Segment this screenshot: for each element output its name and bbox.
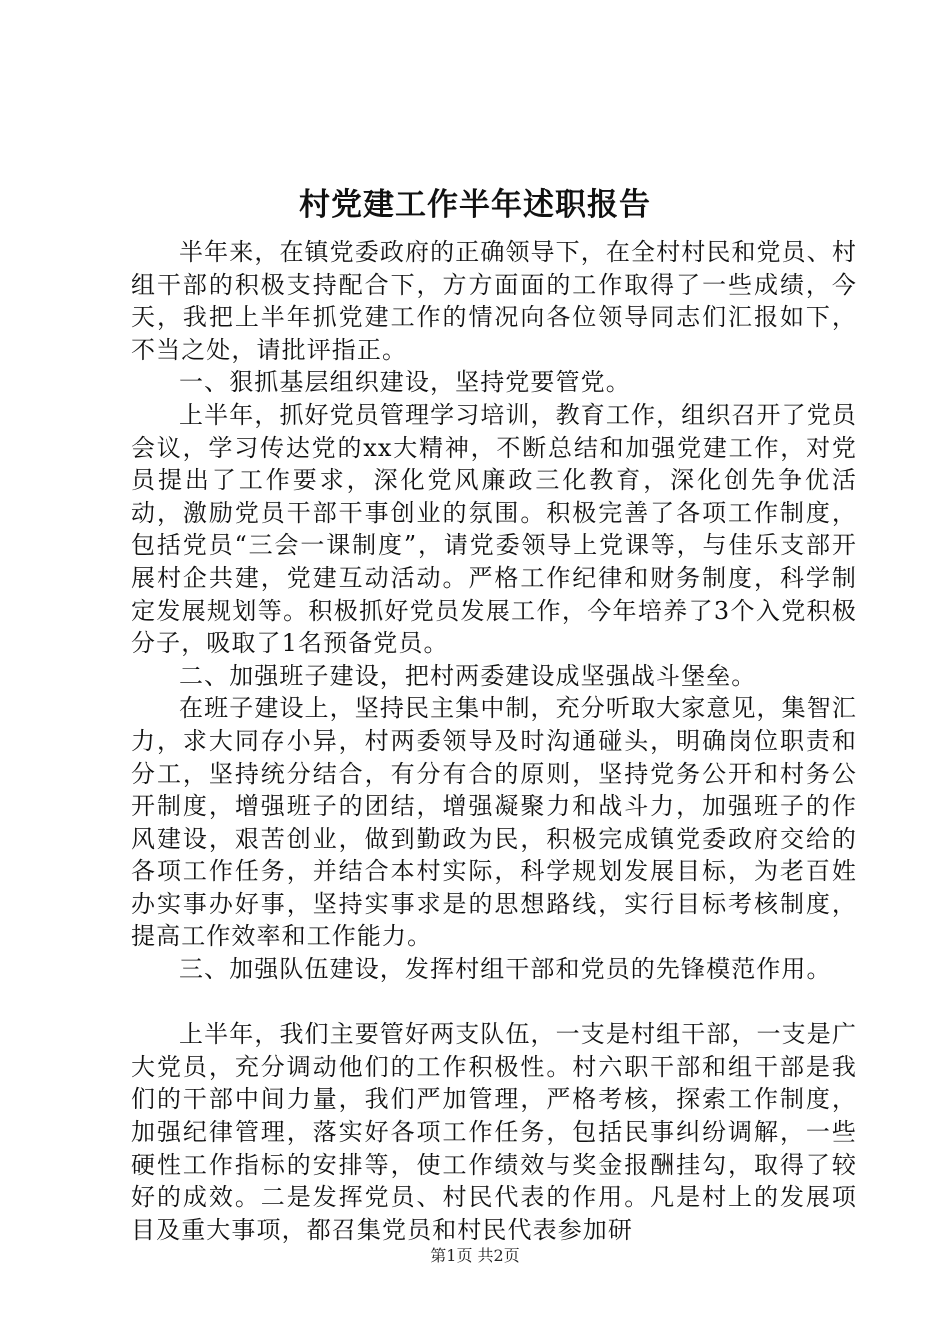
paragraph-intro: 半年来，在镇党委政府的正确领导下，在全村村民和党员、村组干部的积极支持配合下，方方面面的工作取得了一些成绩，今天，我把上半年抓党建工作的情况向各位领导同志们汇报如下，不当之处，请批评指正。: [131, 238, 857, 364]
document-title: 村党建工作半年述职报告: [299, 187, 651, 223]
paragraph-section-3: 上半年，我们主要管好两支队伍，一支是村组干部，一支是广大党员，充分调动他们的工作积极性。村六职干部和组干部是我们的干部中间力量，我们严加管理，严格考核，探索工作制度，加强纪律管理，落实好各项工作任务，包括民事纠纷调解，一些硬性工作指标的安排等，使工作绩效与奖金报酬挂勾，取得了较好的成效。二是发挥党员、村民代表的作用。凡是村上的发展项目及重大事项，都召集党员和村民代表参加研: [131, 1020, 857, 1244]
section-heading-1: 一、狠抓基层组织建设，坚持党要管党。: [179, 368, 631, 397]
page-footer: 第1页 共2页: [430, 1246, 520, 1265]
section-heading-3: 三、加强队伍建设，发挥村组干部和党员的先锋模范作用。: [179, 955, 832, 984]
paragraph-section-2: 在班子建设上，坚持民主集中制，充分听取大家意见，集智汇力，求大同存小异，村两委领导及时沟通碰头，明确岗位职责和分工，坚持统分结合，有分有合的原则，坚持党务公开和村务公开制度，增强班子的团结，增强凝聚力和战斗力，加强班子的作风建设，艰苦创业，做到勤政为民，积极完成镇党委政府交给的各项工作任务，并结合本村实际，科学规划发展目标，为老百姓办实事办好事，坚持实事求是的思想路线，实行目标考核制度，提高工作效率和工作能力。: [131, 694, 857, 951]
document-body: [131, 236, 857, 1246]
paragraph-section-1: 上半年，抓好党员管理学习培训，教育工作，组织召开了党员会议，学习传达党的xx大精神，不断总结和加强党建工作，对党员提出了工作要求，深化党风廉政三化教育，深化创先争优活动，激励党员干部干事创业的氛围。积极完善了各项工作制度，包括党员“三会一课制度”，请党委领导上党课等，与佳乐支部开展村企共建，党建互动活动。严格工作纪律和财务制度，科学制定发展规划等。积极抓好党员发展工作，今年培养了3个入党积极分子，吸取了1名预备党员。: [131, 400, 857, 658]
section-heading-2: 二、加强班子建设，把村两委建设成坚强战斗堡垒。: [179, 661, 757, 690]
